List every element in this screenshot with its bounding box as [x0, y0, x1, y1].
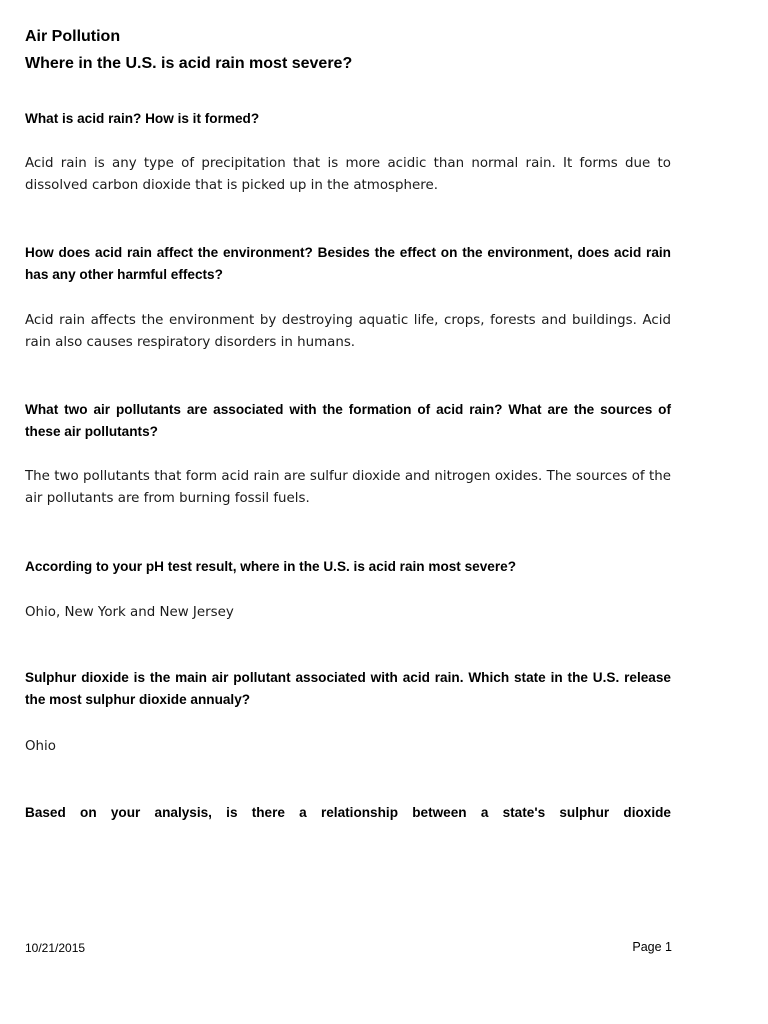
question-1: What is acid rain? How is it formed? [25, 111, 260, 126]
answer-3: The two pollutants that form acid rain are sulfur dioxide and nitrogen oxides. The sources of the air pollutants are from burning fossil fuels. [25, 469, 671, 506]
question-5: Sulphur dioxide is the main air pollutant associated with acid rain. Which state in the U.S. release the most sulphur dioxide annualy? [25, 670, 671, 707]
footer-page-number: Page 1 [632, 940, 672, 954]
footer-date: 10/21/2015 [25, 941, 86, 955]
question-4: According to your pH test result, where in the U.S. is acid rain most severe? [25, 559, 517, 574]
answer-4: Ohio, New York and New Jersey [25, 605, 234, 620]
answer-1: Acid rain is any type of precipitation that is more acidic than normal rain. It forms due to dissolved carbon dioxide that is picked up in the atmosphere. [25, 156, 671, 193]
question-2: How does acid rain affect the environment? Besides the effect on the environment, does acid rain has any other harmful effects? [25, 245, 671, 282]
document-title: Air Pollution [25, 28, 121, 45]
question-3: What two air pollutants are associated with the formation of acid rain? What are the sources of these air pollutants? [25, 402, 671, 439]
answer-5: Ohio [25, 739, 56, 754]
document-subtitle: Where in the U.S. is acid rain most severe? [25, 55, 353, 72]
question-6: Based on your analysis, is there a relationship between a state's sulphur dioxide [25, 805, 671, 820]
answer-2: Acid rain affects the environment by destroying aquatic life, crops, forests and buildings. Acid rain also causes respiratory disorders in humans. [25, 313, 671, 350]
